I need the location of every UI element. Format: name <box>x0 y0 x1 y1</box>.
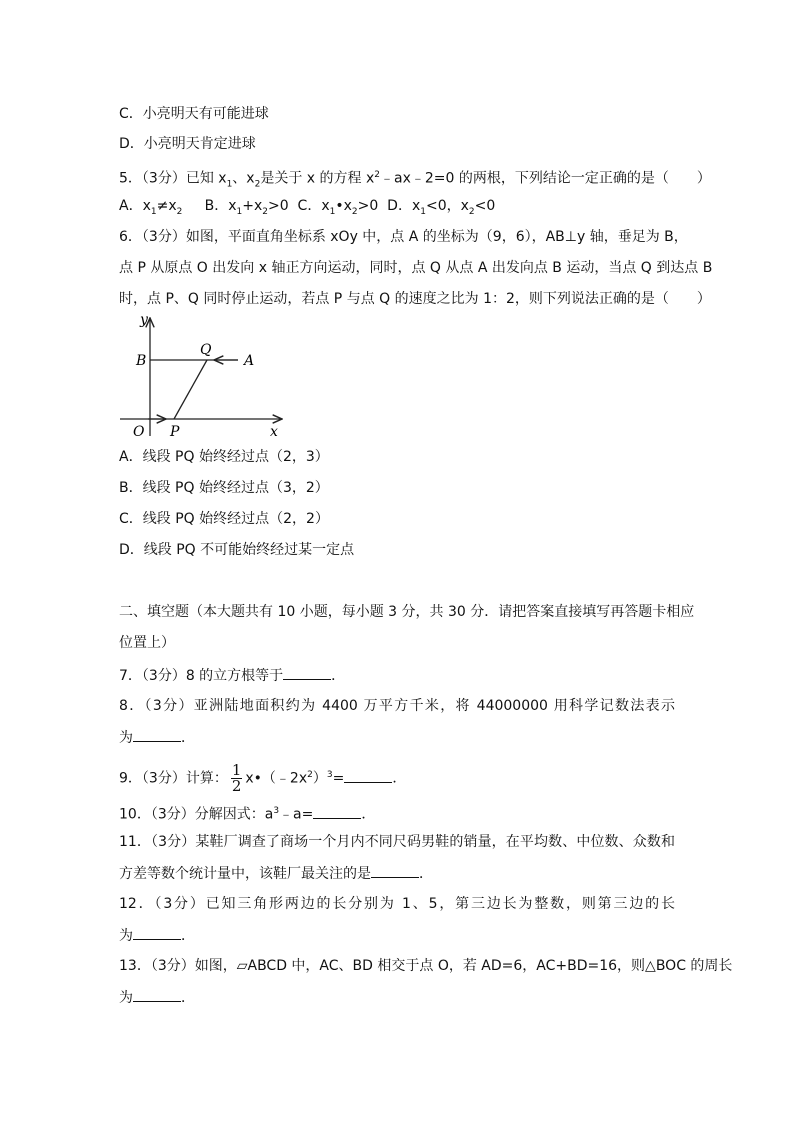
q7-text: 7．（3分）8 的立方根等于 <box>119 668 284 684</box>
q6-stem-line-2: 点 P 从原点 O 出发向 x 轴正方向运动，同时，点 Q 从点 A 出发向点 B 运动，当点 Q 到达点 B <box>119 260 713 276</box>
q5-option-b: B．$x_1+x_2>0$ <box>204 198 289 217</box>
q9 <box>119 762 406 794</box>
q6-coordinate-figure <box>118 312 288 440</box>
q6-stem-line-1: 6．（3分）如图，平面直角坐标系 xOy 中，点 A 的坐标为（9，6），AB⊥y 轴，垂足为 B， <box>119 229 688 245</box>
q4-option-d: D．小亮明天肯定进球 <box>119 136 256 152</box>
q10 <box>119 801 375 825</box>
label-y: y <box>140 312 148 328</box>
q6-option-c: C．线段 PQ 始终经过点（2，2） <box>119 511 329 527</box>
q5-stem-text: ﹣ax﹣2=0 的两根，下列结论一定正确的是（ ） <box>379 170 711 187</box>
q5-option-d: D．$x_1<0$，$x_2<0$ <box>387 198 496 217</box>
label-o: O <box>133 424 145 440</box>
answer-blank[interactable] <box>133 727 181 742</box>
answer-blank[interactable] <box>344 768 392 783</box>
q12-line-2-text: 为 <box>119 928 133 944</box>
q5-stem-text: 是关于 x 的方程 x <box>260 170 375 187</box>
answer-blank[interactable] <box>133 925 181 940</box>
q9-eq: = <box>332 770 345 787</box>
q11-line-1: 11．（3分）某鞋厂调查了商场一个月内不同尺码男鞋的销量，在平均数、中位数、众数和 <box>119 834 675 850</box>
sup-2: 2 <box>307 770 313 780</box>
answer-blank[interactable] <box>133 987 181 1002</box>
q8-line-2 <box>119 727 195 748</box>
q13-line-2-text: 为 <box>119 990 133 1006</box>
q5-stem <box>119 165 711 194</box>
q10-end: ． <box>361 806 376 823</box>
label-q: Q <box>200 342 212 358</box>
q13-line-2 <box>119 987 195 1008</box>
q12-line-2 <box>119 925 195 946</box>
q8-line-2-text: 为 <box>119 730 133 746</box>
q10-text: ﹣a= <box>279 806 314 823</box>
fraction-one-half: $\frac{1}{2}$ <box>231 761 242 796</box>
label-a: A <box>244 353 255 369</box>
label-x: x <box>270 424 278 440</box>
q7-end: ． <box>331 668 346 684</box>
q12-line-1: 12．（3分）已知三角形两边的长分别为 1、5，第三边长为整数，则第三边的长 <box>119 896 675 912</box>
q6-option-b: B．线段 PQ 始终经过点（3，2） <box>119 480 329 496</box>
label-p: P <box>170 424 180 440</box>
section-2-heading-line-1: 二、填空题（本大题共有 10 小题，每小题 3 分，共 30 分．请把答案直接填写再答题卡相应 <box>119 604 695 620</box>
q11-end: ． <box>419 866 433 882</box>
answer-blank[interactable] <box>283 665 331 680</box>
q5-stem-text: 5．（3分）已知 x <box>119 170 227 187</box>
label-b: B <box>136 353 147 369</box>
q7 <box>119 665 345 686</box>
q8-line-1: 8．（3分）亚洲陆地面积约为 4400 万平方千米，将 44000000 用科学记数法表示 <box>119 698 675 714</box>
answer-blank[interactable] <box>313 804 361 819</box>
q13-end: ． <box>181 990 195 1006</box>
q13-line-1: 13．（3分）如图，▱ABCD 中，AC、BD 相交于点 O，若 AD=6，AC+BD=16，则△BOC 的周长 <box>119 958 733 974</box>
q4-option-c: C．小亮明天有可能进球 <box>119 106 269 122</box>
q11-line-2 <box>119 863 433 884</box>
q6-option-a: A．线段 PQ 始终经过点（2，3） <box>119 449 329 465</box>
sup-2: 2 <box>374 170 380 180</box>
answer-blank[interactable] <box>371 863 419 878</box>
sub-2: 2 <box>254 179 261 190</box>
q10-text: 10．（3分）分解因式：a <box>119 806 274 823</box>
sup-3: 3 <box>273 806 280 816</box>
sup-3: 3 <box>326 770 333 780</box>
q8-end: ． <box>181 730 195 746</box>
q6-option-d: D．线段 PQ 不可能始终经过某一定点 <box>119 542 355 558</box>
q5-option-a: A．$x_1\ne x_2$ <box>119 198 183 217</box>
segment-pq <box>174 360 207 419</box>
q6-stem-line-3: 时，点 P、Q 同时停止运动，若点 P 与点 Q 的速度之比为 1：2，则下列说法正确的是（ ） <box>119 291 711 307</box>
q11-line-2-text: 方差等数个统计量中，该鞋厂最关注的是 <box>119 866 371 882</box>
q9-expr: x•（﹣2x <box>245 770 308 787</box>
section-2-heading-line-2: 位置上） <box>119 635 175 651</box>
sub-1: 1 <box>226 179 233 190</box>
q9-end: ． <box>392 770 407 787</box>
q5-options <box>119 196 495 222</box>
q12-end: ． <box>181 928 195 944</box>
q5-stem-text: 、x <box>232 170 255 187</box>
q5-option-c: C．$x_1•x_2>0$ <box>297 198 379 217</box>
q9-close: ） <box>312 770 327 787</box>
q9-text: 9．（3分）计算： <box>119 770 228 787</box>
